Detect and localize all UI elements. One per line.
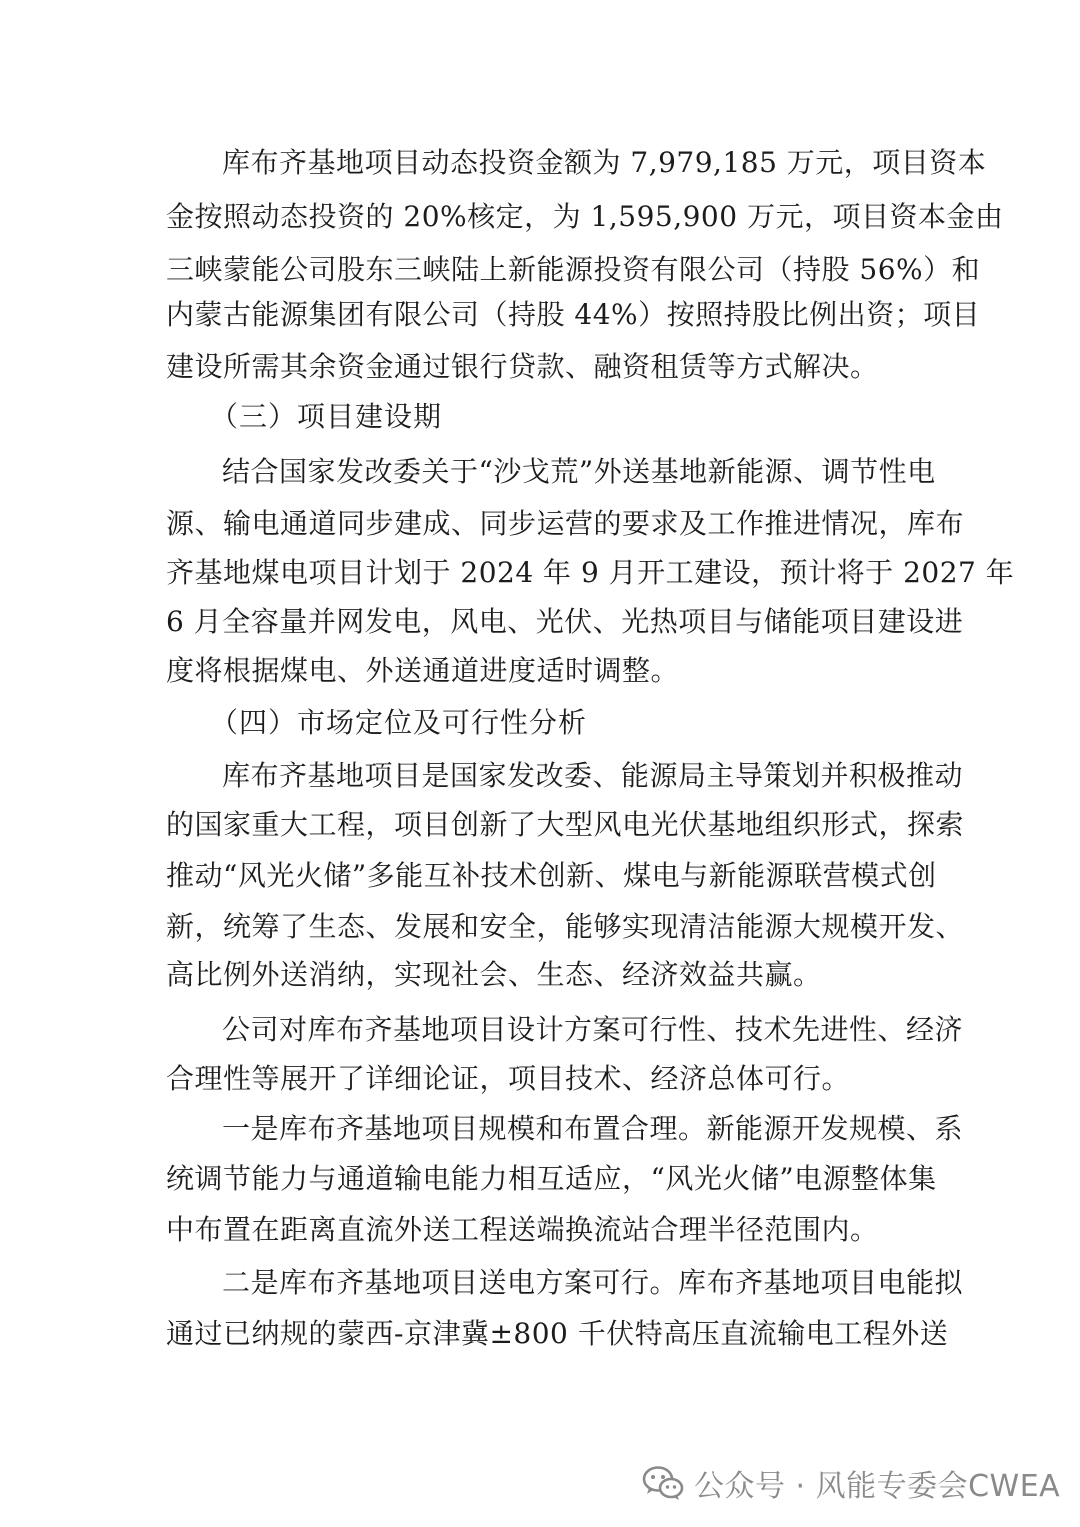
paragraph-line: 高比例外送消纳，实现社会、生态、经济效益共赢。 [166,958,822,991]
paragraph-line: 的国家重大工程，项目创新了大型风电光伏基地组织形式，探索 [166,808,965,841]
paragraph-line: 库布齐基地项目动态投资金额为 7,979,185 万元，项目资本 [222,146,987,179]
paragraph-line: 合理性等展开了详细论证，项目技术、经济总体可行。 [166,1062,851,1095]
paragraph-line: 建设所需其余资金通过银行贷款、融资租赁等方式解决。 [166,350,879,383]
paragraph-line: 6 月全容量并网发电，风电、光伏、光热项目与储能项目建设进 [166,605,964,638]
paragraph-line: 中布置在距离直流外送工程送端换流站合理半径范围内。 [166,1213,879,1246]
paragraph-line: 通过已纳规的蒙西-京津冀±800 千伏特高压直流输电工程外送 [166,1317,949,1350]
paragraph-line: 内蒙古能源集团有限公司（持股 44%）按照持股比例出资；项目 [166,298,981,331]
paragraph-line: 三峡蒙能公司股东三峡陆上新能源投资有限公司（持股 56%）和 [166,253,981,286]
paragraph-line: 统调节能力与通道输电能力相互适应，“风光火储”电源整体集 [166,1162,937,1195]
paragraph-line: 新，统筹了生态、发展和安全，能够实现清洁能源大规模开发、 [166,910,965,943]
paragraph-line: 齐基地煤电项目计划于 2024 年 9 月开工建设，预计将于 2027 年 [166,556,1015,589]
paragraph-line: 库布齐基地项目是国家发改委、能源局主导策划并积极推动 [222,759,964,792]
paragraph-line: 一是库布齐基地项目规模和布置合理。新能源开发规模、系 [222,1112,964,1145]
paragraph-line: 源、输电通道同步建成、同步运营的要求及工作推进情况，库布 [166,507,965,540]
paragraph-line: 二是库布齐基地项目送电方案可行。库布齐基地项目电能拟 [222,1266,964,1299]
paragraph-line: 度将根据煤电、外送通道进度适时调整。 [166,654,680,687]
section-heading: （四）市场定位及可行性分析 [210,706,588,739]
paragraph-line: 推动“风光火储”多能互补技术创新、煤电与新能源联营模式创 [166,859,937,892]
watermark [642,1460,1060,1506]
watermark-text: 公众号 · 风能专委会CWEA [694,1469,1061,1504]
wechat-icon [642,1465,684,1501]
paragraph-line: 结合国家发改委关于“沙戈荒”外送基地新能源、调节性电 [222,455,936,488]
paragraph-line: 金按照动态投资的 20%核定，为 1,595,900 万元，项目资本金由 [166,200,1004,233]
section-heading: （三）项目建设期 [210,400,443,433]
paragraph-line: 公司对库布齐基地项目设计方案可行性、技术先进性、经济 [222,1013,964,1046]
